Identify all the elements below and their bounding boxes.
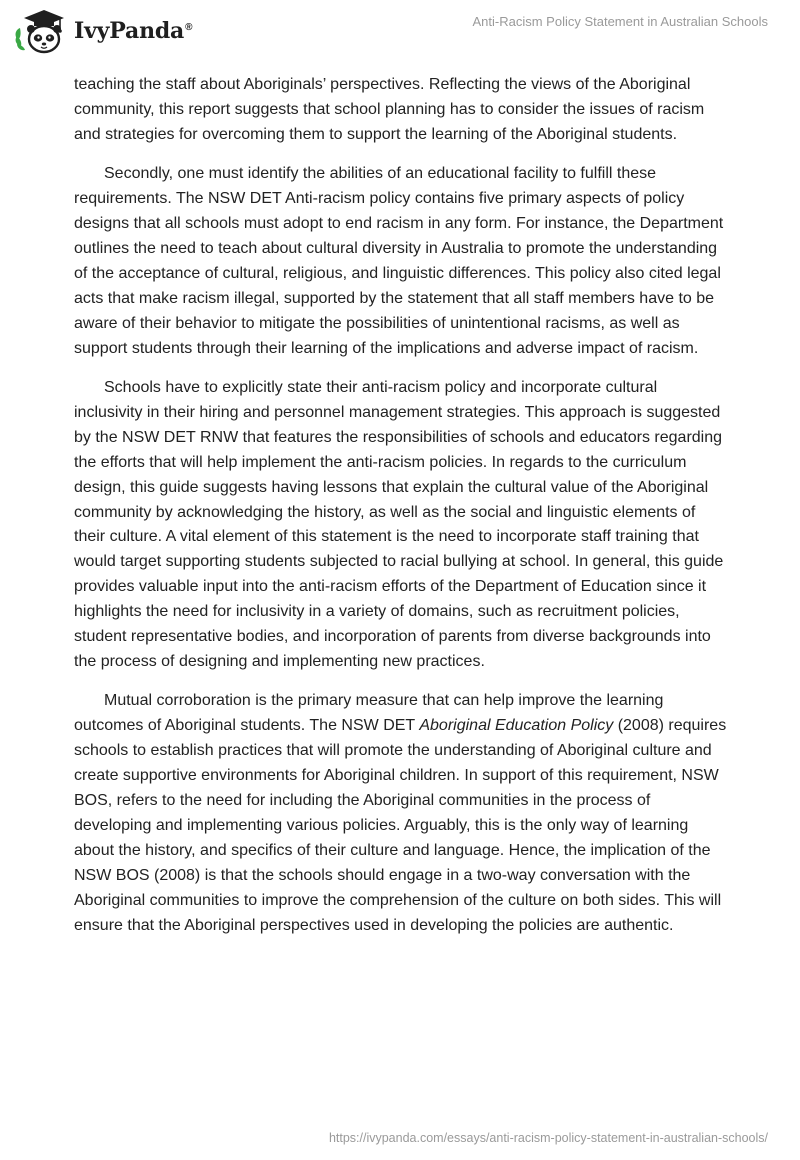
- paragraph-4-text-start: Mutual corroboration is the primary measure that can help improve the learning outcomes of Aboriginal students. The NSW DET: [74, 692, 664, 735]
- paragraph-1: teaching the staff about Aboriginals’ perspectives. Reflecting the views of the Aboriginal community, this report suggests that school planning has to consider the issues of racism and strategies for overcoming them to support the learning of the Aboriginal students.: [74, 76, 705, 143]
- brand-name: IvyPanda®: [74, 18, 193, 44]
- paragraph-4-text-end: (2008) requires schools to establish practices that will promote the understanding of Aboriginal culture and create supportive environments for Aboriginal children. In support of this requirement, NSW BOS, refers to the need for including the Aboriginal communities in the process of developing and implementing various policies. Arguably, this is the only way of learning about the history, and specifics of their culture and language. Hence, the implication of the NSW BOS (2008) is that the schools should engage in a two-way conversation with the Aboriginal communities to improve the comprehension of the culture on both sides. This will ensure that the Aboriginal perspectives used in developing the policies are authentic.: [74, 717, 727, 934]
- page-header: [0, 0, 800, 60]
- panda-graduation-cap-icon: [14, 6, 70, 56]
- brand-logo[interactable]: [14, 6, 192, 56]
- source-url[interactable]: https://ivypanda.com/essays/anti-racism-policy-statement-in-australian-schools/: [328, 1131, 768, 1145]
- paragraph-2: Secondly, one must identify the abilities of an educational facility to fulfill these requirements. The NSW DET Anti-racism policy contains five primary aspects of policy designs that all schools must adopt to end racism in any form. For instance, the Department outlines the need to teach about cultural diversity in Australia to promote the understanding of the acceptance of cultural, religious, and linguistic differences. This policy also cited legal acts that make racism illegal, supported by the statement that all staff members have to be aware of their behavior to mitigate the possibilities of unintentional racisms, as well as support students through their learning of the implications and adverse impact of racism.: [74, 165, 724, 357]
- essay-body: [74, 73, 730, 953]
- registered-mark: ®: [185, 21, 193, 33]
- policy-title-italic: Aboriginal Education Policy: [419, 717, 614, 735]
- document-title: Anti-Racism Policy Statement in Australian Schools: [472, 14, 768, 29]
- paragraph-4: [74, 689, 730, 938]
- paragraph-3: Schools have to explicitly state their anti-racism policy and incorporate cultural inclusivity in their hiring and personnel management strategies. This approach is suggested by the NSW DET RNW that features the responsibilities of schools and educators regarding the efforts that will help implement the anti-racism policies. In regards to the curriculum design, this guide suggests having lessons that explain the cultural value of the Aboriginal community by acknowledging the history, as well as the social and linguistic elements of their culture. A vital element of this statement is the need to incorporate staff training that would target supporting students subjected to racial bullying at school. In general, this guide provides valuable input into the anti-racism efforts of the Department of Education since it highlights the need for inclusivity in a variety of domains, such as recruitment policies, student representative bodies, and incorporation of parents from diverse backgrounds into the process of designing and implementing new practices.: [74, 378, 724, 670]
